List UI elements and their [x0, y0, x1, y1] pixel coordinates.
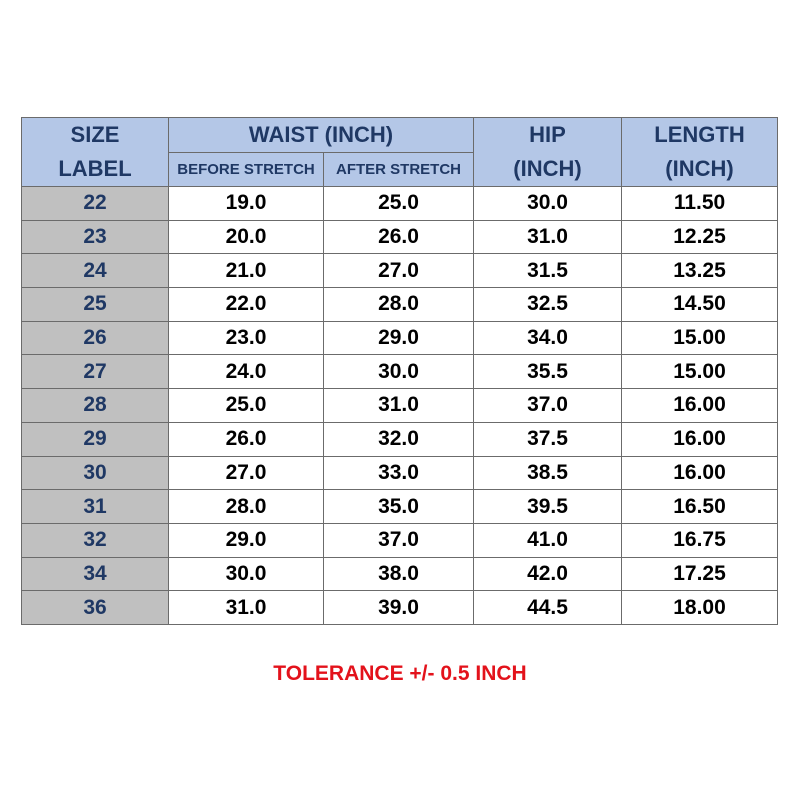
- waist-after-cell: 25.0: [324, 187, 474, 221]
- size-label-cell: 32: [22, 523, 169, 557]
- table-row: [22, 490, 778, 524]
- tolerance-note: TOLERANCE +/- 0.5 INCH: [273, 662, 527, 685]
- waist-after-cell: 38.0: [324, 557, 474, 591]
- size-chart-body: [22, 187, 778, 625]
- header-size-label: [22, 118, 169, 187]
- length-cell: 16.00: [622, 456, 778, 490]
- waist-after-cell: 28.0: [324, 288, 474, 322]
- header-size-label-line2: LABEL: [58, 156, 132, 181]
- waist-after-cell: 35.0: [324, 490, 474, 524]
- waist-before-cell: 31.0: [169, 591, 324, 625]
- header-hip-line2: (INCH): [513, 156, 582, 181]
- waist-after-cell: 37.0: [324, 523, 474, 557]
- length-cell: 17.25: [622, 557, 778, 591]
- header-before-stretch: BEFORE STRETCH: [169, 153, 324, 187]
- waist-after-cell: 31.0: [324, 389, 474, 423]
- size-label-cell: 26: [22, 321, 169, 355]
- table-row: [22, 187, 778, 221]
- length-cell: 13.25: [622, 254, 778, 288]
- table-row: [22, 321, 778, 355]
- size-label-cell: 29: [22, 422, 169, 456]
- hip-cell: 39.5: [474, 490, 622, 524]
- table-row: [22, 254, 778, 288]
- size-label-cell: 24: [22, 254, 169, 288]
- waist-after-cell: 27.0: [324, 254, 474, 288]
- length-cell: 16.00: [622, 422, 778, 456]
- waist-after-cell: 30.0: [324, 355, 474, 389]
- length-cell: 18.00: [622, 591, 778, 625]
- table-row: [22, 456, 778, 490]
- waist-after-cell: 32.0: [324, 422, 474, 456]
- table-row: [22, 389, 778, 423]
- length-cell: 16.75: [622, 523, 778, 557]
- table-row: [22, 355, 778, 389]
- waist-before-cell: 21.0: [169, 254, 324, 288]
- size-chart-table: [21, 117, 778, 625]
- header-size-label-line1: SIZE: [70, 122, 120, 147]
- length-cell: 15.00: [622, 355, 778, 389]
- hip-cell: 31.5: [474, 254, 622, 288]
- waist-before-cell: 23.0: [169, 321, 324, 355]
- size-label-cell: 23: [22, 220, 169, 254]
- length-cell: 12.25: [622, 220, 778, 254]
- waist-after-cell: 33.0: [324, 456, 474, 490]
- header-hip: [474, 118, 622, 187]
- waist-after-cell: 29.0: [324, 321, 474, 355]
- size-label-cell: 31: [22, 490, 169, 524]
- waist-before-cell: 20.0: [169, 220, 324, 254]
- waist-before-cell: 19.0: [169, 187, 324, 221]
- waist-before-cell: 27.0: [169, 456, 324, 490]
- length-cell: 11.50: [622, 187, 778, 221]
- size-label-cell: 22: [22, 187, 169, 221]
- waist-before-cell: 28.0: [169, 490, 324, 524]
- hip-cell: 37.5: [474, 422, 622, 456]
- hip-cell: 41.0: [474, 523, 622, 557]
- hip-cell: 44.5: [474, 591, 622, 625]
- table-row: [22, 523, 778, 557]
- header-length-line2: (INCH): [665, 156, 734, 181]
- header-hip-line1: HIP: [529, 122, 566, 147]
- hip-cell: 32.5: [474, 288, 622, 322]
- hip-cell: 30.0: [474, 187, 622, 221]
- size-label-cell: 34: [22, 557, 169, 591]
- table-row: [22, 422, 778, 456]
- size-label-cell: 30: [22, 456, 169, 490]
- waist-after-cell: 26.0: [324, 220, 474, 254]
- size-label-cell: 28: [22, 389, 169, 423]
- waist-before-cell: 24.0: [169, 355, 324, 389]
- waist-before-cell: 22.0: [169, 288, 324, 322]
- waist-before-cell: 30.0: [169, 557, 324, 591]
- hip-cell: 31.0: [474, 220, 622, 254]
- size-label-cell: 36: [22, 591, 169, 625]
- size-label-cell: 25: [22, 288, 169, 322]
- hip-cell: 34.0: [474, 321, 622, 355]
- waist-before-cell: 26.0: [169, 422, 324, 456]
- table-row: [22, 557, 778, 591]
- hip-cell: 37.0: [474, 389, 622, 423]
- length-cell: 16.00: [622, 389, 778, 423]
- size-label-cell: 27: [22, 355, 169, 389]
- hip-cell: 35.5: [474, 355, 622, 389]
- header-waist: WAIST (INCH): [169, 118, 474, 153]
- hip-cell: 38.5: [474, 456, 622, 490]
- table-row: [22, 220, 778, 254]
- table-row: [22, 288, 778, 322]
- table-row: [22, 591, 778, 625]
- header-length: [622, 118, 778, 187]
- header-length-line1: LENGTH: [654, 122, 745, 147]
- waist-before-cell: 29.0: [169, 523, 324, 557]
- hip-cell: 42.0: [474, 557, 622, 591]
- length-cell: 15.00: [622, 321, 778, 355]
- length-cell: 16.50: [622, 490, 778, 524]
- waist-before-cell: 25.0: [169, 389, 324, 423]
- waist-after-cell: 39.0: [324, 591, 474, 625]
- header-after-stretch: AFTER STRETCH: [324, 153, 474, 187]
- length-cell: 14.50: [622, 288, 778, 322]
